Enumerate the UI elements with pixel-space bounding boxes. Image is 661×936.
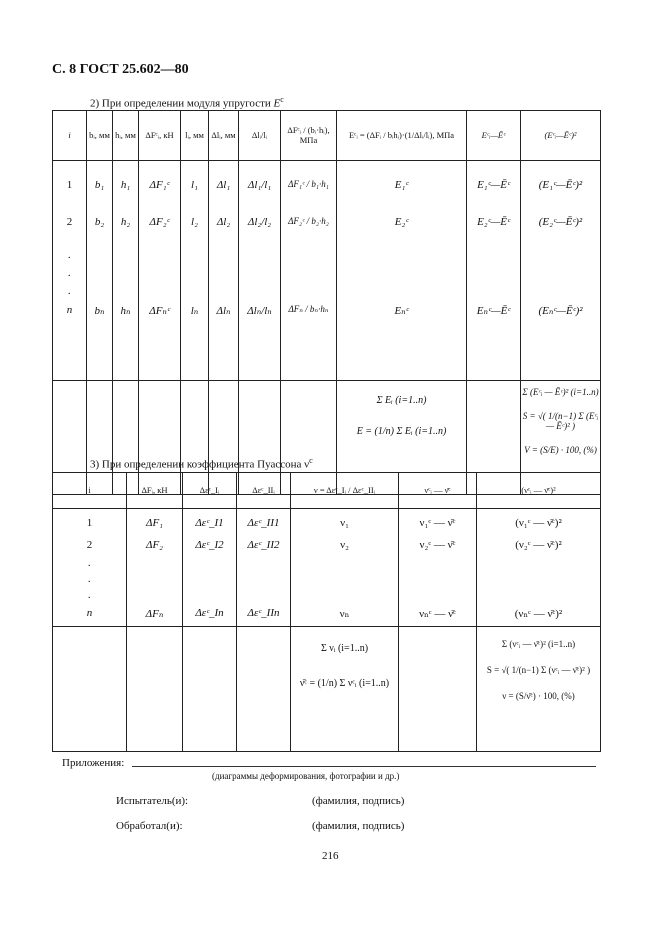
cell3-ns-1: (ν₁ᶜ — ν̄ᶜ)² [515, 517, 562, 529]
col3-dF [127, 509, 183, 627]
col3-de2 [237, 509, 291, 627]
col-i [53, 161, 87, 381]
section3-symbol: ν [304, 458, 310, 471]
col-E-diff [467, 161, 521, 381]
col-dl-l [239, 161, 281, 381]
signature-role-2: Обработал(и): [116, 820, 183, 832]
cell-l-2: l₂ [191, 216, 198, 228]
summary3-right [477, 627, 601, 752]
th3-nu: ν = Δεᶜ_Iᵢ / Δεᶜ_IIᵢ [291, 473, 399, 509]
col-E-sq [521, 161, 601, 381]
mean-nu: ν̄ᶜ = (1/n) Σ νᶜᵢ (i=1..n) [299, 678, 390, 689]
cell3-de1-n: Δεᶜ_In [195, 607, 224, 619]
cell-dot-1: . [68, 249, 71, 261]
th3-de2: Δεᶜ_IIᵢ [237, 473, 291, 509]
cell-i-2: 2 [66, 216, 73, 228]
cell-Es-2: (E₂ᶜ—Ēᶜ)² [538, 216, 583, 228]
cell3-dF-n: ΔFₙ [145, 608, 164, 620]
cell-dl-n: Δlₙ [216, 305, 231, 317]
cell3-de1-2: Δεᶜ_I2 [195, 539, 224, 551]
appendix-line [132, 766, 596, 767]
cell3-dF-2: ΔF₂ [146, 539, 163, 551]
cell-dl-1: Δl₁ [216, 179, 231, 191]
cell3-i-1: 1 [86, 517, 93, 529]
cell-E-2: E₂ᶜ [394, 216, 409, 228]
th-b: bᵢ, мм [87, 111, 113, 161]
th-stress: ΔFᶜᵢ / (bᵢ·hᵢ), МПа [281, 111, 337, 161]
cell-E-n: Eₙᶜ [394, 305, 409, 317]
th-dl-l: Δlᵢ/lᵢ [239, 111, 281, 161]
cell-dot-2: . [68, 267, 71, 279]
cell3-dot-3: . [88, 589, 91, 601]
cell-l-n: lₙ [190, 305, 199, 317]
col-stress [281, 161, 337, 381]
std-nu: S = √( 1/(n−1) Σ (νᶜᵢ — ν̄ᶜ)² ) [486, 665, 591, 675]
cell-l-1: l₁ [191, 179, 198, 191]
th-E-diff: Eᶜᵢ—Ēᶜ [467, 111, 521, 161]
col3-nu-sq [477, 509, 601, 627]
cell-Ed-n: Eₙᶜ—Ēᶜ [476, 305, 511, 317]
page-number: 216 [322, 850, 339, 862]
cell-i-1: 1 [66, 179, 73, 191]
th3-i: i [53, 473, 127, 509]
col-dl [209, 161, 239, 381]
signature-role-1: Испытатель(и): [116, 795, 189, 807]
table3-data-rows [53, 509, 601, 627]
cell-dot-3: . [68, 285, 71, 297]
cell-E-1: E₁ᶜ [394, 179, 409, 191]
cell3-de2-1: Δεᶜ_II1 [247, 517, 280, 529]
th-dl: Δlᵢ, мм [209, 111, 239, 161]
table-poisson [52, 472, 601, 752]
cell-b-1: b₁ [94, 179, 105, 191]
page-header: С. 8 ГОСТ 25.602—80 [52, 62, 189, 77]
signature-value-1: (фамилия, подпись) [312, 795, 405, 807]
cv-nu: ν = (S/ν̄ᶜ) · 100, (%) [502, 691, 575, 701]
th-dF: ΔFᶜᵢ, кН [139, 111, 181, 161]
th3-dF: ΔFᵢ, кН [127, 473, 183, 509]
cell3-dot-2: . [88, 573, 91, 585]
cell3-nd-n: νₙᶜ — ν̄ᶜ [419, 608, 456, 620]
cell-dF-n: ΔFₙᶜ [149, 305, 170, 317]
cell-b-n: bₙ [94, 305, 105, 317]
cell3-de2-2: Δεᶜ_II2 [247, 539, 280, 551]
col3-i [53, 509, 127, 627]
th3-nu-diff: νᶜᵢ — ν̄ᶜ [399, 473, 477, 509]
table3-summary-row [53, 627, 601, 752]
cell-stress-2: ΔF₂ᶜ / b₂·h₂ [288, 216, 329, 226]
cell-dF-1: ΔF₁ᶜ [149, 179, 170, 191]
cell3-nu-1: ν₁ [340, 517, 349, 529]
section2-title: 2) При определении модуля упругости [90, 97, 271, 110]
th-E-sq: (Eᶜᵢ—Ēᶜ)² [521, 111, 601, 161]
th-h: hᵢ, мм [113, 111, 139, 161]
table3-header-row [53, 473, 601, 509]
cell-i-n: n [66, 304, 73, 316]
cell-b-2: b₂ [94, 216, 105, 228]
cell3-dot-1: . [88, 557, 91, 569]
cell3-ns-n: (νₙᶜ — ν̄ᶜ)² [514, 608, 563, 620]
table-header-row [53, 111, 601, 161]
table-data-rows [53, 161, 601, 381]
cell-dll-n: Δlₙ/lₙ [247, 305, 272, 317]
cell3-i-2: 2 [86, 539, 93, 551]
summary3-left [291, 627, 399, 752]
cell3-de1-1: Δεᶜ_I1 [195, 517, 224, 529]
cell-h-1: h₁ [120, 179, 131, 191]
cell-Es-n: (Eₙᶜ—Ēᶜ)² [538, 305, 583, 317]
sum-sq-nu: Σ (νᶜᵢ — ν̄ᶜ)² (i=1..n) [501, 639, 576, 649]
col-b [87, 161, 113, 381]
table-modulus [52, 110, 601, 495]
col3-nu [291, 509, 399, 627]
cell3-nd-1: ν₁ᶜ — ν̄ᶜ [419, 517, 456, 529]
th-E: Eᶜᵢ = (ΔFᵢ / bᵢhᵢ)·(1/Δlᵢ/lᵢ), МПа [337, 111, 467, 161]
cell3-nu-2: ν₂ [340, 539, 349, 551]
cell-h-n: hₙ [120, 305, 131, 317]
section3-title: 3) При определении коэффициента Пуассона [90, 458, 302, 471]
section3-sup: c [309, 456, 313, 465]
cell-dll-2: Δl₂/l₂ [247, 216, 272, 228]
cell-Ed-1: E₁ᶜ—Ēᶜ [477, 179, 510, 191]
col3-de1 [183, 509, 237, 627]
col-dF [139, 161, 181, 381]
section2-title-wrap [90, 95, 284, 110]
cell-h-2: h₂ [120, 216, 131, 228]
col-E [337, 161, 467, 381]
cell3-de2-n: Δεᶜ_IIn [247, 607, 280, 619]
th-i: i [53, 111, 87, 161]
appendix-note: (диаграммы деформирования, фотографии и др.) [212, 771, 400, 781]
std-E: S = √( 1/(n−1) Σ (Eᶜᵢ — Ēᶜ)² ) [522, 411, 599, 431]
sum-nu: Σ νᵢ (i=1..n) [320, 643, 369, 654]
cell3-i-n: n [86, 607, 93, 619]
section2-sup: c [280, 95, 284, 104]
sum-sq-E: Σ (Eᶜᵢ — Ēᶜ)² (i=1..n) [522, 387, 599, 397]
signature-value-2: (фамилия, подпись) [312, 820, 405, 832]
th-l: lᵢ, мм [181, 111, 209, 161]
cell3-nd-2: ν₂ᶜ — ν̄ᶜ [419, 539, 456, 551]
cell-stress-n: ΔFₙ / bₙ·hₙ [288, 304, 329, 314]
cv-E: V = (S/E) · 100, (%) [524, 445, 597, 455]
cell3-nu-n: νₙ [339, 608, 350, 620]
section3-title-wrap [90, 456, 313, 471]
cell-dl-2: Δl₂ [216, 216, 231, 228]
cell-Es-1: (E₁ᶜ—Ēᶜ)² [538, 179, 583, 191]
col-h [113, 161, 139, 381]
th3-de1: Δεᶜ_Iᵢ [183, 473, 237, 509]
col3-nu-diff [399, 509, 477, 627]
cell3-dF-1: ΔF₁ [146, 517, 163, 529]
col-l [181, 161, 209, 381]
cell-stress-1: ΔF₁ᶜ / b₁·h₁ [288, 179, 329, 189]
cell-dF-2: ΔF₂ᶜ [149, 216, 170, 228]
cell3-ns-2: (ν₂ᶜ — ν̄ᶜ)² [515, 539, 562, 551]
cell-Ed-2: E₂ᶜ—Ēᶜ [477, 216, 510, 228]
th3-nu-sq: (νᶜᵢ — ν̄ᶜ)² [477, 473, 601, 509]
section2-symbol: E [273, 97, 281, 110]
cell-dll-1: Δl₁/l₁ [247, 179, 272, 191]
appendix-label: Приложения: [62, 757, 125, 769]
sum-E: Σ Eᵢ (i=1..n) [376, 395, 427, 406]
mean-E: E = (1/n) Σ Eᵢ (i=1..n) [356, 426, 447, 437]
